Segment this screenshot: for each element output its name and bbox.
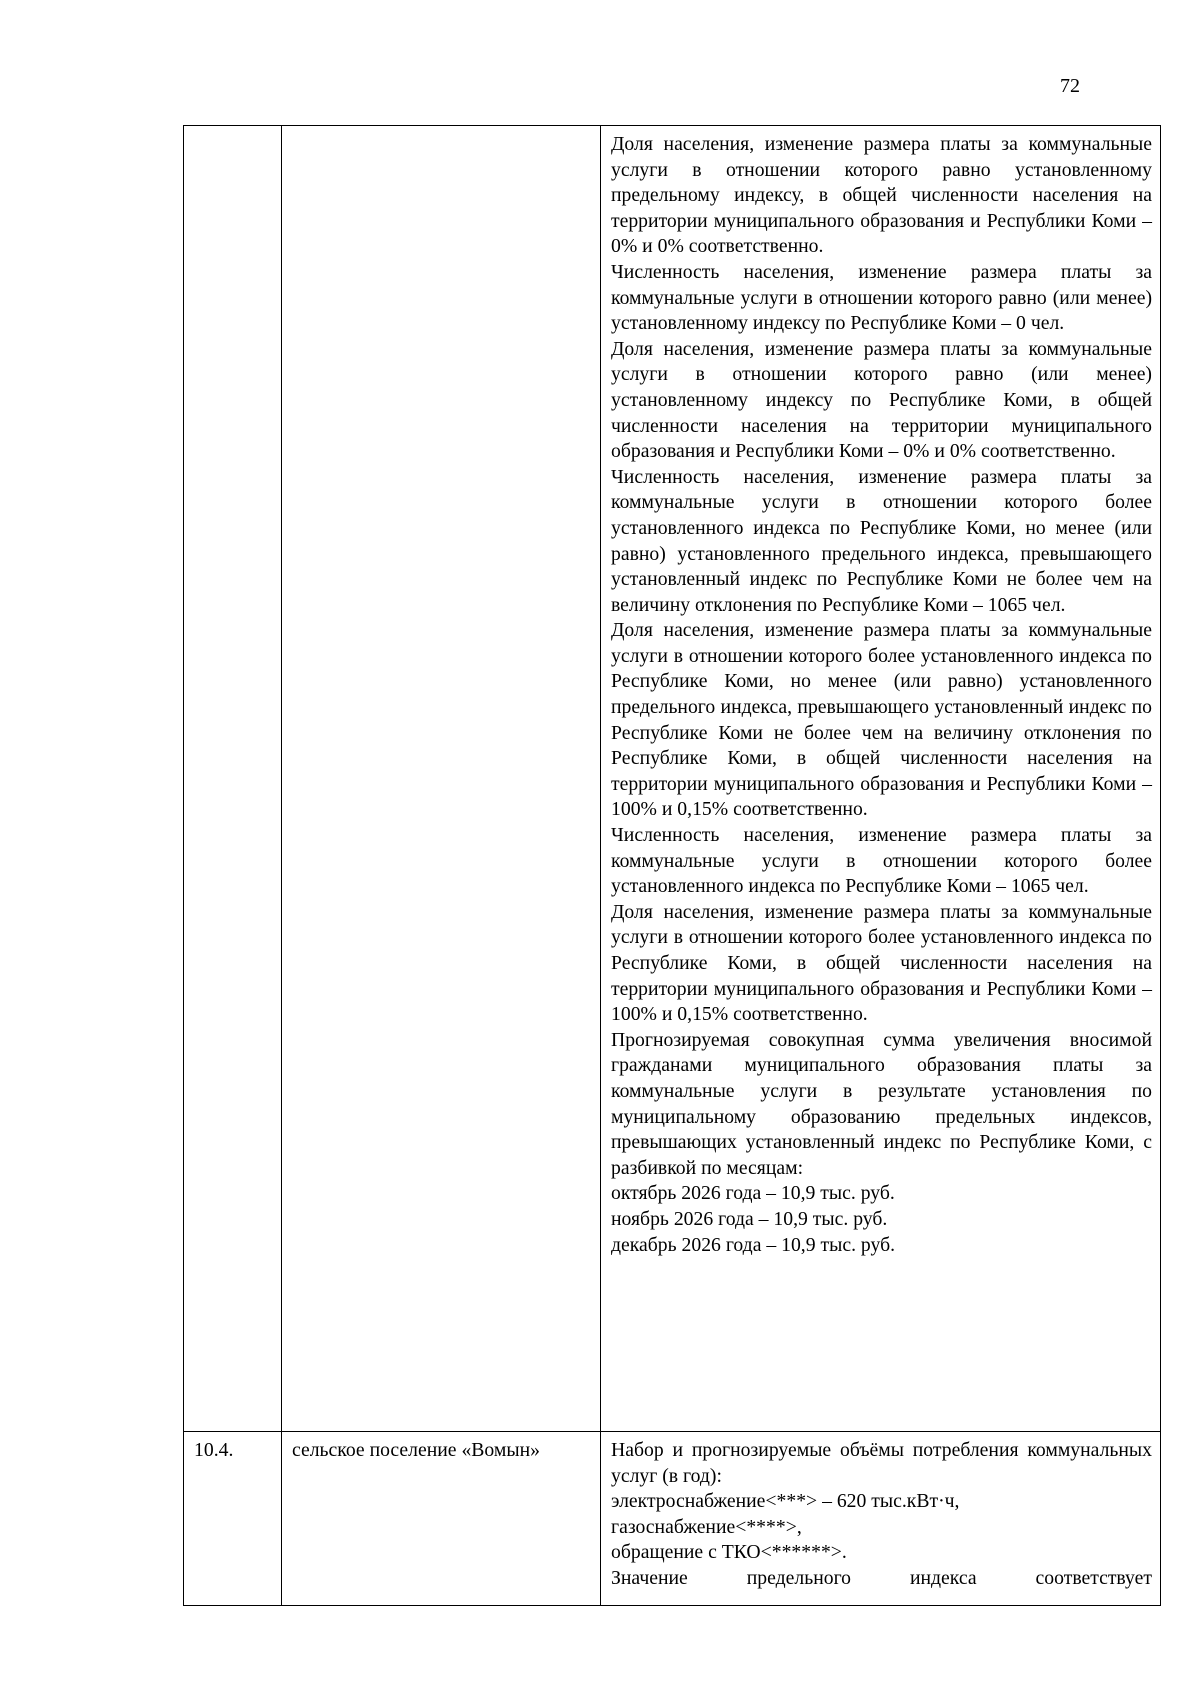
paragraph: Доля населения, изменение размера платы за коммунальные услуги в отношении которого более установленного индекса по Республике Коми, в общей численности населения на территории муниципального образования и Республики Коми – 100% и 0,15% соответственно. — [611, 900, 1152, 1026]
month-line: ноябрь 2026 года – 10,9 тыс. руб. — [611, 1207, 888, 1230]
cell-municipality — [282, 126, 601, 1432]
table-row — [184, 126, 1161, 1432]
cell-number: 10.4. — [184, 1432, 282, 1606]
month-line: декабрь 2026 года – 10,9 тыс. руб. — [611, 1233, 896, 1256]
cell-description — [601, 1432, 1161, 1606]
service-line: обращение с ТКО<******>. — [611, 1541, 847, 1564]
paragraph: Численность населения, изменение размера платы за коммунальные услуги в отношении которого равно (или менее) установленному индексу по Республике Коми – 0 чел. — [611, 260, 1152, 335]
paragraph: Численность населения, изменение размера платы за коммунальные услуги в отношении которого более установленного индекса по Республике Коми, но менее (или равно) установленного предельного индекса, превышающего установленный индекс по Республике Коми не более чем на величину отклонения по Республике Коми – 1065 чел. — [611, 465, 1152, 616]
cell-content — [611, 1438, 1152, 1592]
cell-number — [184, 126, 282, 1432]
paragraph: Значение предельного индекса соответствует — [611, 1566, 1152, 1589]
paragraph: Доля населения, изменение размера платы за коммунальные услуги в отношении которого более установленного индекса по Республике Коми, но менее (или равно) установленного предельного индекса, превышающего установленный индекс по Республике Коми не более чем на величину отклонения по Республике Коми, в общей численности населения на территории муниципального образования и Республики Коми – 100% и 0,15% соответственно. — [611, 619, 1152, 821]
cell-description — [601, 126, 1161, 1432]
cell-municipality: сельское поселение «Вомын» — [282, 1432, 601, 1606]
service-line: газоснабжение<****>, — [611, 1515, 802, 1538]
table-row — [184, 1432, 1161, 1606]
indices-table — [183, 125, 1161, 1606]
paragraph: Доля населения, изменение размера платы за коммунальные услуги в отношении которого равно установленному предельному индексу, в общей численности населения на территории муниципального образования и Республики Коми – 0% и 0% соответственно. — [611, 133, 1152, 258]
paragraph: Набор и прогнозируемые объёмы потребления коммунальных услуг (в год): — [611, 1439, 1152, 1487]
page-number: 72 — [1060, 75, 1080, 97]
paragraph: Доля населения, изменение размера платы за коммунальные услуги в отношении которого равно (или менее) установленному индексу по Республике Коми, в общей численности населения на территории муниципального образования и Республики Коми – 0% и 0% соответственно. — [611, 337, 1152, 463]
month-line: октябрь 2026 года – 10,9 тыс. руб. — [611, 1182, 895, 1205]
paragraph: Прогнозируемая совокупная сумма увеличения вносимой гражданами муниципального образования платы за коммунальные услуги в результате установления по муниципальному образованию предельных индексов, превышающих установленный индекс по Республике Коми, с разбивкой по месяцам: — [611, 1028, 1152, 1179]
paragraph: Численность населения, изменение размера платы за коммунальные услуги в отношении которого более установленного индекса по Республике Коми – 1065 чел. — [611, 824, 1152, 898]
service-line: электроснабжение<***> – 620 тыс.кВт·ч, — [611, 1490, 960, 1513]
